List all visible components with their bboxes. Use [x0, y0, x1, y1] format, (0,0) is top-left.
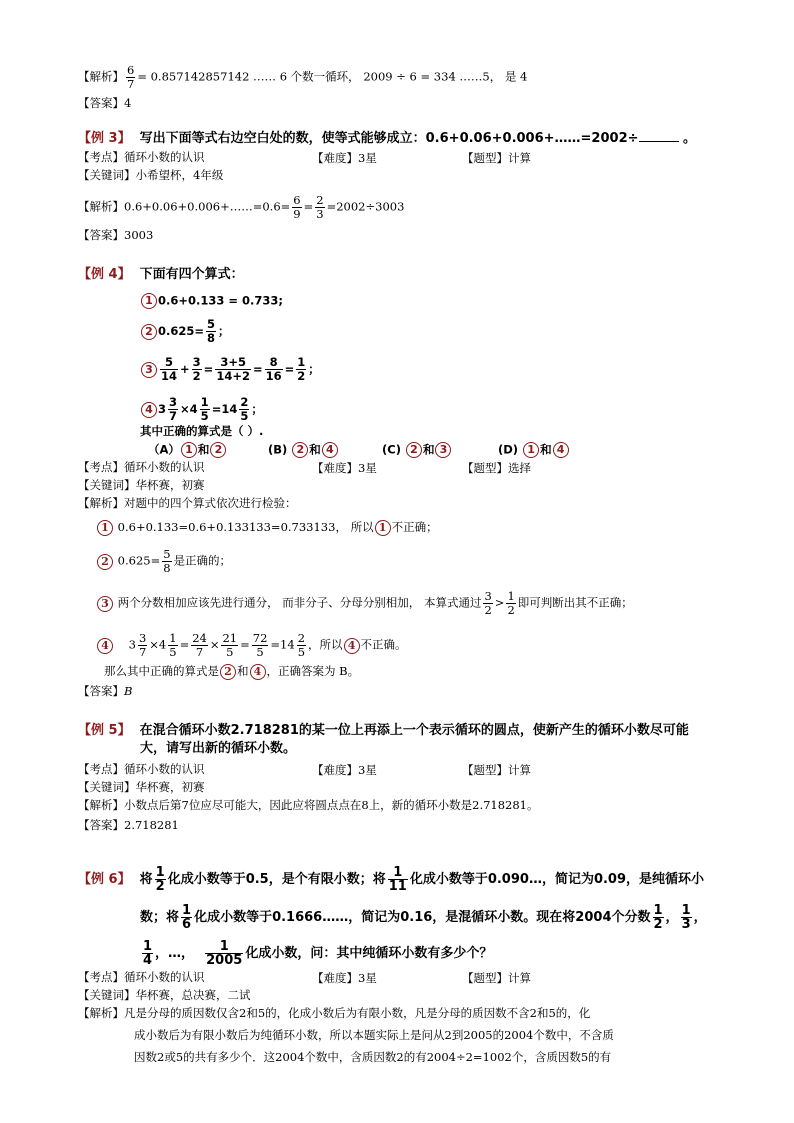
meta-row: 【考点】循环小数的认识 — [78, 150, 205, 164]
example-label: 【例 3】 — [78, 131, 131, 146]
question-type: 【题型】计算 — [462, 971, 531, 985]
answer-line: 【答案】3003 — [78, 228, 154, 242]
analysis-label: 【解析】 — [78, 69, 124, 84]
check-2: 2 0.625= $\frac{5}{8}$ 是正确的； — [96, 548, 231, 575]
keywords: 【关键词】华杯赛，总决赛，二试 — [78, 988, 251, 1002]
fraction: $\frac{6}{7}$ — [127, 63, 135, 91]
difficulty: 【难度】3星 — [312, 763, 377, 777]
conclusion: 那么其中正确的算式是 2 和 4 ，正确答案为 B。 — [104, 664, 360, 678]
check-4: 4 3 $\frac{3}{7}$ ×4 $\frac{1}{5}$ = $\frac{24}{7}$ × $\frac{21}{5}$ = $\frac{72}{5}$ =14 $\frac{2}{5}$ ，所以 4 不正确。 — [96, 632, 407, 659]
difficulty: 【难度】3星 — [312, 151, 377, 165]
answer-blank — [639, 141, 679, 142]
which-line: 其中正确的算式是（ ）. — [140, 424, 264, 438]
meta-row: 【考点】循环小数的认识 — [78, 970, 205, 984]
analysis-text: = 0.857142857142 …… 6 个数一循环， 2009 ÷ 6 = 334 ……5， 是 4 — [137, 69, 528, 84]
item-4: 4 3 $\frac{3}{7}$ ×4 $\frac{1}{5}$ =14 $\frac{2}{5}$ ； — [140, 396, 263, 423]
analysis-line: 【解析】对题中的四个算式依次进行检验： — [78, 496, 297, 510]
option-d: (D) 1 和 4 — [498, 442, 570, 458]
example-6-question-cont: 数；将 $\frac{1}{6}$ 化成小数等于0.1666……，简记为0.16，是混循环小数。现在将2004个分数 $\frac{1}{2}$ ， $\frac{1}{3}$ ， — [140, 903, 707, 932]
check-3: 3 两个分数相加应该先进行通分， 而非分子、分母分别相加， 本算式通过 $\frac{3}{2}$ > $\frac{1}{2}$ 即可判断出其不正确； — [96, 590, 633, 617]
keywords: 【关键词】小希望杯，4年级 — [78, 168, 224, 182]
check-1: 1 0.6+0.133=0.6+0.133133=0.733133， 所以 1 不正确； — [96, 520, 438, 536]
example-3-question: 【例 3】 写出下面等式右边空白处的数，使等式能够成立：0.6+0.06+0.006+……=2002÷ 。 — [78, 131, 697, 146]
keywords: 【关键词】华杯赛，初赛 — [78, 478, 205, 492]
question-type: 【题型】计算 — [462, 151, 531, 165]
option-c: (C) 2 和 3 — [382, 442, 452, 458]
difficulty: 【难度】3星 — [312, 971, 377, 985]
option-b: (B) 2 和 4 — [268, 442, 339, 458]
example-5-question: 【例 5】 在混合循环小数2.718281的某一位上再添上一个表示循环的圆点，使新产生的循环小数尽可能 — [78, 723, 689, 738]
answer-line: 【答案】2.718281 — [78, 818, 179, 832]
analysis-line — [78, 64, 527, 91]
example-4-question: 【例 4】 下面有四个算式： — [78, 267, 244, 282]
item-1: 1 0.6+0.133 = 0.733; — [140, 293, 283, 309]
meta-row: 【考点】循环小数的认识 — [78, 762, 205, 776]
analysis-line: 【解析】小数点后第7位应尽可能大，因此应将圆点点在8上，新的循环小数是2.718281。 — [78, 798, 539, 812]
meta-row: 【考点】循环小数的认识 — [78, 460, 205, 474]
example-6-question: 【例 6】 将 $\frac{1}{2}$ 化成小数等于0.5，是个有限小数；将 $\frac{1}{11}$ 化成小数等于0.090…，简记为0.09，是纯循环小 — [78, 865, 705, 894]
analysis-line-3: 因数2或5的共有多少个．这2004个数中，含质因数2的有2004÷2=1002个，含质因数5的有 — [134, 1050, 612, 1064]
answer-line: 【答案】4 — [78, 96, 132, 110]
analysis-line-2: 成小数后为有限小数后为纯循环小数，所以本题实际上是问从2到2005的2004个数中，不含质 — [134, 1028, 614, 1042]
options-row: （A） 1 和 2 — [148, 442, 227, 458]
question-type: 【题型】选择 — [462, 461, 531, 475]
question-type: 【题型】计算 — [462, 763, 531, 777]
item-3: 3 $\frac{5}{14}$ + $\frac{3}{2}$ = $\frac{3+5}{14+2}$ = $\frac{8}{16}$ = $\frac{1}{2}$ ； — [140, 356, 320, 383]
answer-line: 【答案】B — [78, 684, 133, 698]
difficulty: 【难度】3星 — [312, 461, 377, 475]
analysis-line: 【解析】凡是分母的质因数仅含2和5的，化成小数后为有限小数，凡是分母的质因数不含2和5的，化 — [78, 1006, 591, 1020]
example-6-question-cont2: $\frac{1}{4}$ ，…， $\frac{1}{2005}$ 化成小数，问：其中纯循环小数有多少个？ — [143, 939, 493, 968]
example-5-question-cont: 大，请写出新的循环小数。 — [140, 741, 297, 756]
analysis-line: 【解析】0.6+0.06+0.006+……=0.6= $\frac{6}{9}$ = $\frac{2}{3}$ =2002÷3003 — [78, 193, 405, 221]
keywords: 【关键词】华杯赛，初赛 — [78, 780, 205, 794]
item-2: 2 0.625= $\frac{5}{8}$ ； — [140, 318, 230, 345]
